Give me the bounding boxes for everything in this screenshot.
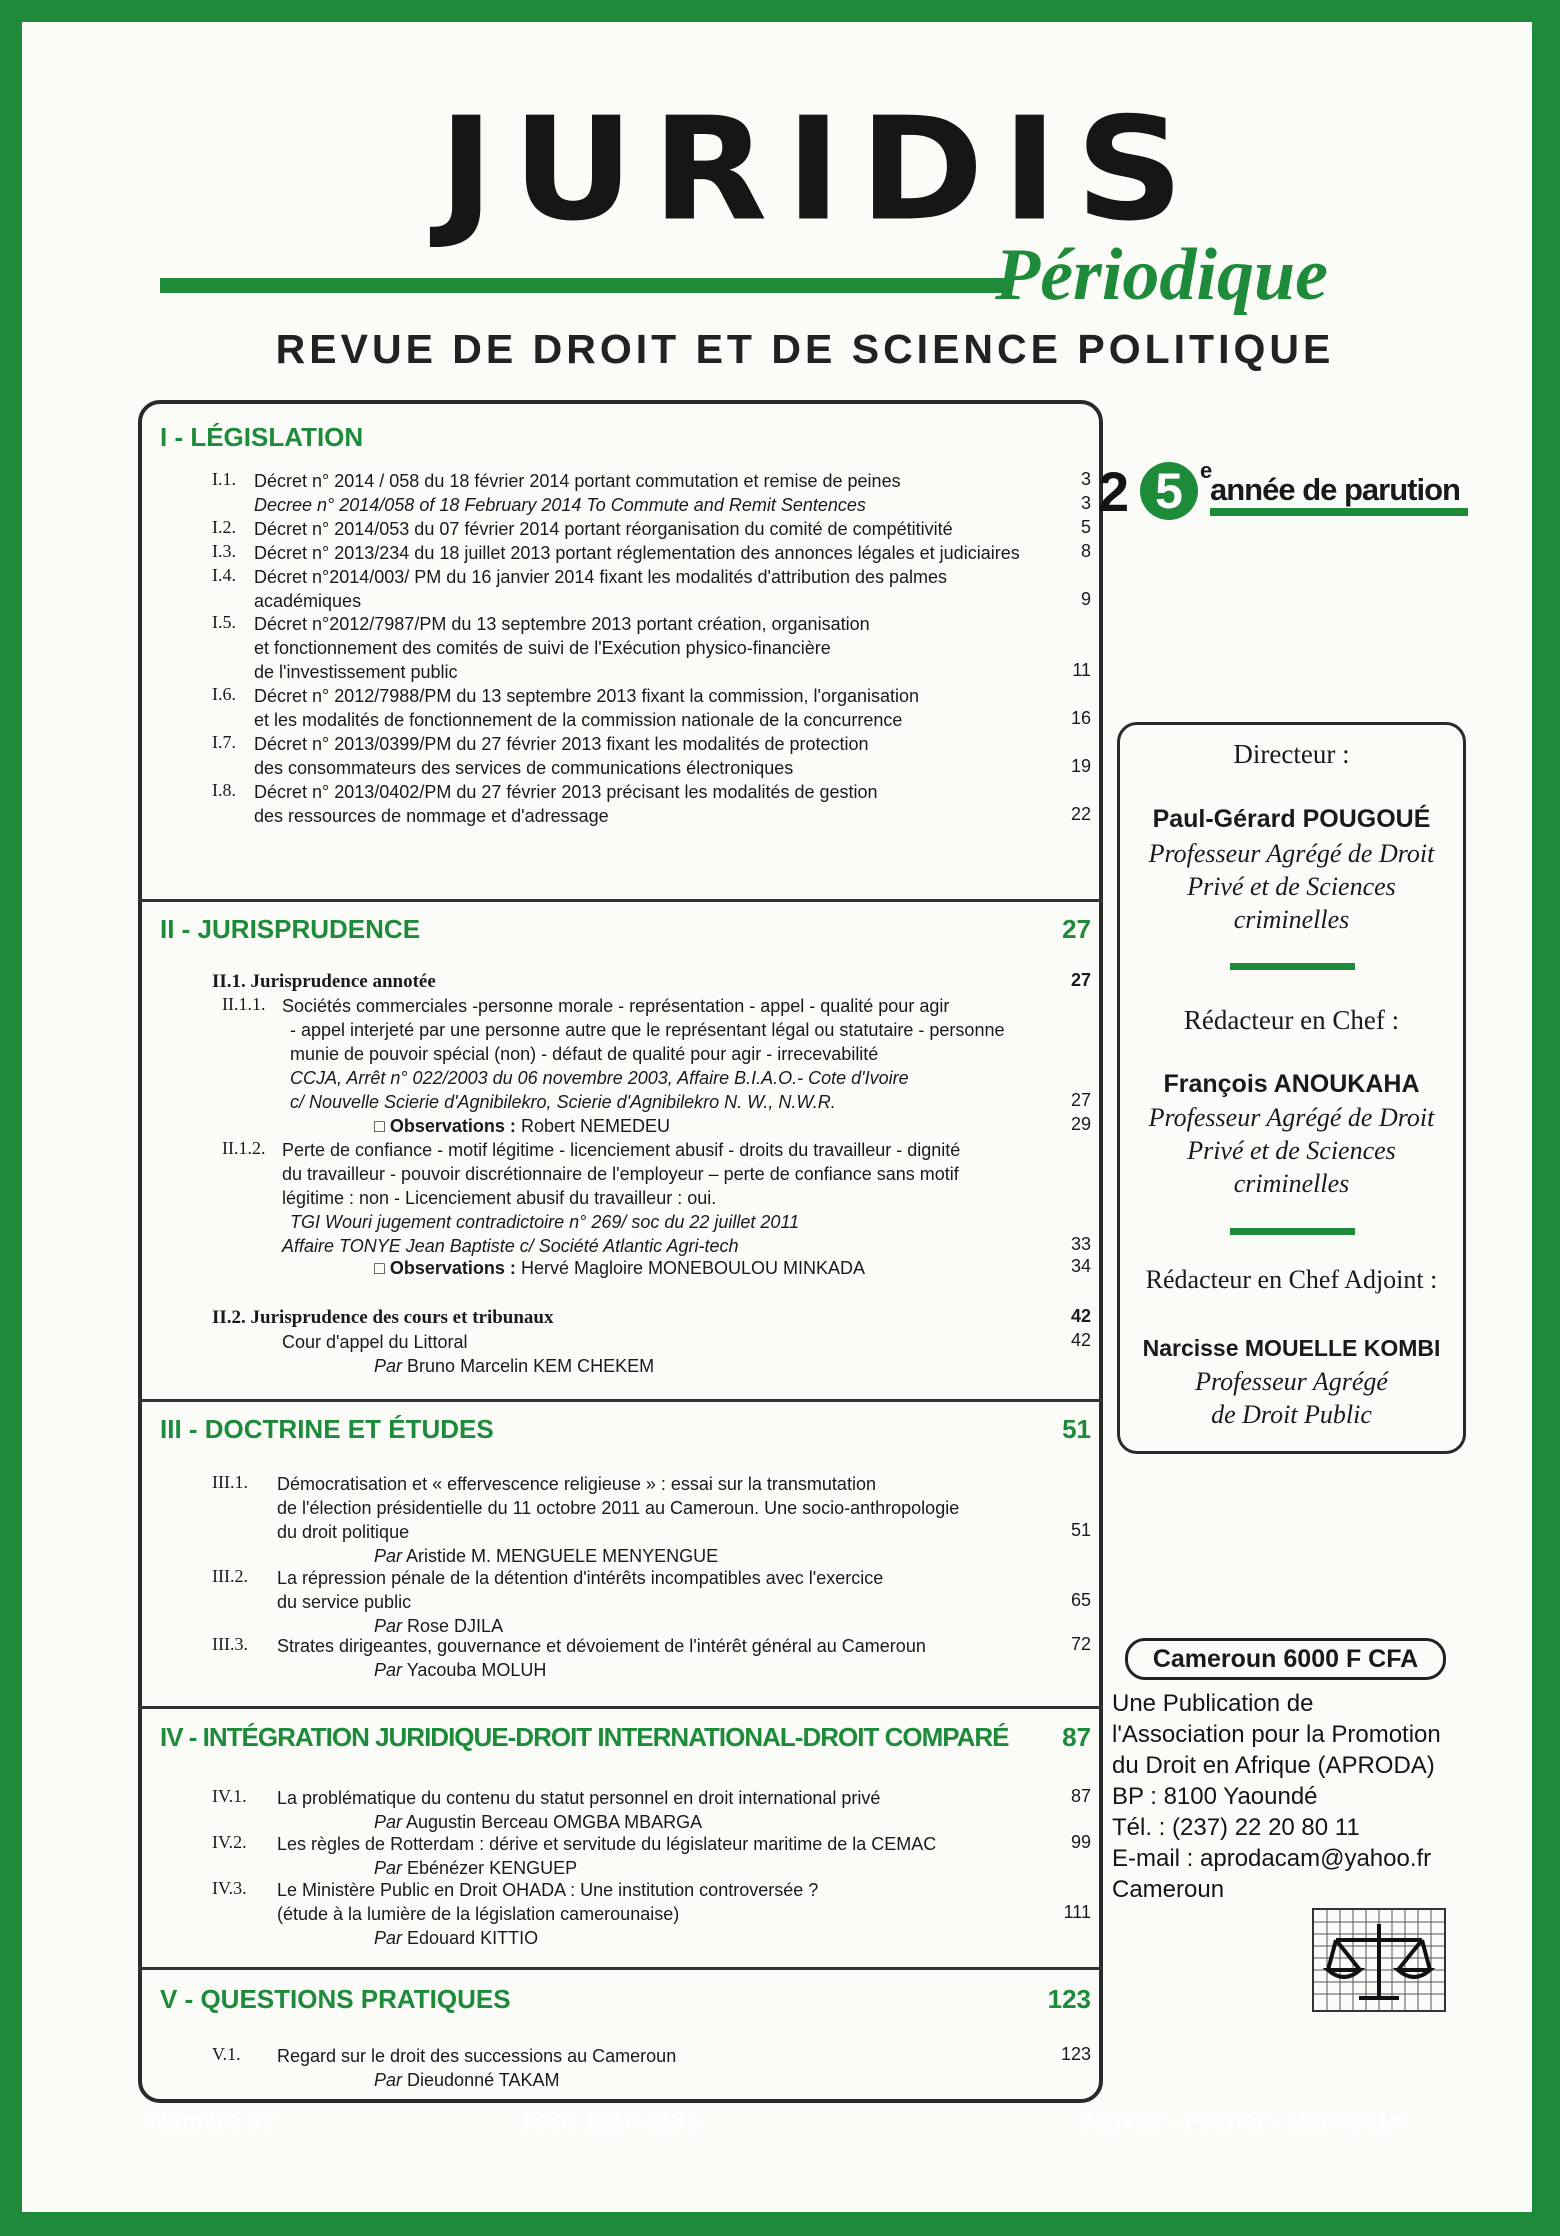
entry-line: Décret n°2012/7987/PM du 13 septembre 2013 portant création, organisation	[254, 614, 870, 634]
case-reference: Affaire TONYE Jean Baptiste c/ Société Atlantic Agri-tech	[282, 1236, 739, 1256]
section-page-integration: 87	[1062, 1722, 1091, 1752]
page-number: 5	[1080, 517, 1091, 537]
entry-line: Sociétés commerciales -personne morale - représentation - appel - qualité pour agir	[282, 996, 950, 1016]
issue-date: Janvier - Février - Mars 2014	[1080, 2108, 1403, 2135]
entry-number: I.7.	[212, 732, 236, 752]
director-label: Directeur :	[1233, 739, 1350, 769]
publisher-line: E-mail : aprodacam@yahoo.fr	[1112, 1845, 1432, 1872]
section-heading-jurisprudence: II - JURISPRUDENCE	[160, 914, 421, 944]
author-line	[374, 1658, 546, 1682]
divider	[138, 1967, 1103, 1970]
page-number: 16	[1070, 708, 1091, 728]
editorial-staff-box	[1117, 722, 1466, 1454]
author-line	[374, 1544, 718, 1568]
par-label: Par	[374, 1928, 403, 1948]
entry-number: IV.3.	[212, 1878, 247, 1898]
anniversary-text: année de parution	[1210, 472, 1460, 507]
page-number: 111	[1063, 1902, 1091, 1922]
deputy-label: Rédacteur en Chef Adjoint :	[1145, 1265, 1438, 1294]
par-label: Par	[374, 2070, 403, 2090]
section-page-doctrine: 51	[1062, 1414, 1091, 1444]
observations-label: Observations :	[389, 1258, 516, 1278]
entry-line: de l'investissement public	[254, 662, 458, 682]
entry-line: des ressources de nommage et d'adressage	[254, 806, 609, 826]
entry-number: II.1.1.	[222, 994, 266, 1014]
title-rule	[160, 278, 1010, 293]
par-label: Par	[374, 1812, 403, 1832]
par-label: Par	[374, 1546, 403, 1566]
entry-number: I.2.	[212, 517, 236, 537]
page-number: 22	[1070, 804, 1091, 824]
publisher-line: Une Publication de	[1112, 1690, 1314, 1717]
author: Ebénézer KENGUEP	[407, 1858, 578, 1878]
page-number: 42	[1070, 1306, 1091, 1326]
author: Augustin Berceau OMGBA MBARGA	[406, 1812, 703, 1832]
entry-number: I.6.	[212, 684, 236, 704]
entry-number: I.4.	[212, 565, 236, 585]
anniversary-rule	[1210, 508, 1468, 516]
anniversary-suffix: e	[1200, 458, 1213, 483]
author: Bruno Marcelin KEM CHEKEM	[407, 1356, 655, 1376]
section-heading-doctrine: III - DOCTRINE ET ÉTUDES	[160, 1414, 494, 1444]
entry-number: I.5.	[212, 612, 236, 632]
entry-line: Décret n° 2013/234 du 18 juillet 2013 portant réglementation des annonces légales et judiciaires	[254, 543, 1020, 563]
entry-number: III.1.	[212, 1472, 248, 1492]
entry-number: I.3.	[212, 541, 236, 561]
entry-line: du service public	[277, 1592, 412, 1612]
entry-line: La problématique du contenu du statut personnel en droit international privé	[277, 1788, 881, 1808]
director-title: Professeur Agrégé de Droit Privé et de Sciences criminelles	[1148, 839, 1435, 934]
author-line	[374, 1926, 538, 1950]
publisher-info	[1112, 1688, 1441, 1905]
entry-line: et fonctionnement des comités de suivi de l'Exécution physico-financière	[254, 638, 831, 658]
masthead	[160, 87, 1480, 316]
publisher-line: l'Association pour la Promotion	[1112, 1721, 1441, 1748]
table-of-contents	[138, 400, 1103, 2103]
page-number: 29	[1070, 1114, 1091, 1134]
director-name: Paul-Gérard POUGOUÉ	[1152, 805, 1431, 833]
entry-line: Cour d'appel du Littoral	[282, 1332, 468, 1352]
journal-title: JURIDIS	[438, 87, 1202, 253]
case-reference: CCJA, Arrêt n° 022/2003 du 06 novembre 2003, Affaire B.I.A.O.- Cote d'Ivoire	[290, 1068, 909, 1088]
entry-line: académiques	[254, 591, 362, 611]
page-number: 9	[1080, 589, 1091, 609]
entry-line: - appel interjeté par une personne autre que le représentant légal ou statutaire - personne	[290, 1020, 1005, 1040]
entry-line: Décret n°2014/003/ PM du 16 janvier 2014 fixant les modalités d'attribution des palmes	[254, 567, 948, 587]
divider	[138, 1399, 1103, 1402]
entry-line: légitime : non - Licenciement abusif du travailleur : oui.	[282, 1188, 717, 1208]
author: Edouard KITTIO	[407, 1928, 539, 1948]
entry-line: Décret n° 2013/0399/PM du 27 février 2013 fixant les modalités de protection	[254, 734, 869, 754]
divider	[138, 1706, 1103, 1709]
observations-line	[374, 1256, 865, 1280]
page-number: 42	[1070, 1330, 1091, 1350]
page-number: 19	[1070, 756, 1091, 776]
case-reference: c/ Nouvelle Scierie d'Agnibilekro, Scierie d'Agnibilekro N. W., N.W.R.	[290, 1092, 836, 1112]
entry-line: (étude à la lumière de la législation camerounaise)	[277, 1904, 680, 1924]
author: Aristide M. MENGUELE MENYENGUE	[406, 1546, 719, 1566]
entry-number: I.1.	[212, 469, 236, 489]
subsection-title: II.1. Jurisprudence annotée	[212, 971, 436, 992]
entry-line: du travailleur - pouvoir discrétionnaire de l'employeur – perte de confiance sans motif	[282, 1164, 959, 1184]
page-number: 11	[1072, 660, 1091, 680]
chief-label: Rédacteur en Chef :	[1183, 1005, 1400, 1035]
page-number: 51	[1070, 1520, 1091, 1540]
par-label: Par	[374, 1356, 403, 1376]
publisher-line: BP : 8100 Yaoundé	[1112, 1783, 1318, 1810]
publisher-line: du Droit en Afrique (APRODA)	[1112, 1752, 1435, 1779]
subsection-title: II.2. Jurisprudence des cours et tribunaux	[212, 1307, 554, 1328]
author: Rose DJILA	[407, 1616, 504, 1636]
observations-line	[374, 1114, 670, 1138]
publisher-line: Cameroun	[1112, 1876, 1225, 1903]
staff-rule	[1230, 1228, 1355, 1235]
anniversary-number-digit: 5	[1140, 462, 1198, 520]
page-number: 3	[1080, 469, 1091, 489]
entry-line: de l'élection présidentielle du 11 octobre 2011 au Cameroun. Une socio-anthropologie	[277, 1498, 960, 1518]
page-number: 34	[1070, 1256, 1091, 1276]
author: Dieudonné TAKAM	[407, 2070, 560, 2090]
observations-label: Observations :	[389, 1116, 516, 1136]
par-label: Par	[374, 1616, 403, 1636]
entry-line: Les règles de Rotterdam : dérive et servitude du législateur maritime de la CEMAC	[277, 1834, 937, 1854]
tagline: REVUE DE DROIT ET DE SCIENCE POLITIQUE	[275, 326, 1335, 372]
page-number: 27	[1070, 1090, 1091, 1110]
par-label: Par	[374, 1858, 403, 1878]
staff-rule	[1230, 963, 1355, 970]
chief-title: Professeur Agrégé de Droit Privé et de Sciences criminelles	[1148, 1103, 1435, 1198]
entry-number: II.1.2.	[222, 1138, 266, 1158]
entry-line: et les modalités de fonctionnement de la commission nationale de la concurrence	[254, 710, 903, 730]
entry-line: munie de pouvoir spécial (non) - défaut de qualité pour agir - irrecevabilité	[290, 1044, 879, 1064]
par-label: Par	[374, 1660, 403, 1680]
scales-of-justice-logo	[1312, 1908, 1446, 2012]
author-line	[374, 1810, 702, 1834]
page-number: 8	[1080, 541, 1091, 561]
entry-line: des consommateurs des services de communications électroniques	[254, 758, 794, 778]
anniversary-badge	[1098, 458, 1468, 532]
entry-number: I.8.	[212, 780, 236, 800]
page-number: 33	[1070, 1234, 1091, 1254]
checkbox-icon: □	[374, 1116, 385, 1136]
observations-author: Robert NEMEDEU	[520, 1116, 670, 1136]
page-number: 123	[1060, 2044, 1091, 2064]
page-number: 99	[1070, 1832, 1091, 1852]
footer-bar	[0, 2104, 1560, 2150]
observations-author: Hervé Magloire MONEBOULOU MINKADA	[520, 1258, 866, 1278]
entry-number: III.3.	[212, 1634, 248, 1654]
entry-line: Decree n° 2014/058 of 18 February 2014 To Commute and Remit Sentences	[254, 495, 866, 515]
checkbox-icon: □	[374, 1258, 385, 1278]
author-line	[374, 1354, 654, 1378]
page-number: 87	[1070, 1786, 1091, 1806]
case-reference: TGI Wouri jugement contradictoire n° 269/ soc du 22 juillet 2011	[290, 1212, 800, 1232]
issue-number: Numéro 97	[150, 2108, 275, 2135]
entry-line: Décret n° 2014 / 058 du 18 février 2014 portant commutation et remise de peines	[254, 471, 901, 491]
entry-line: Strates dirigeantes, gouvernance et dévoiement de l'intérêt général au Cameroun	[277, 1636, 926, 1656]
entry-number: V.1.	[212, 2044, 241, 2064]
issn: ISSN 1016-3131	[522, 2108, 700, 2135]
entry-line: Le Ministère Public en Droit OHADA : Une institution controversée ?	[277, 1880, 819, 1900]
anniversary-number-prefix: 2	[1098, 460, 1130, 523]
section-page-pratiques: 123	[1047, 1984, 1091, 2014]
chief-name: François ANOUKAHA	[1163, 1070, 1420, 1098]
entry-line: Décret n° 2012/7988/PM du 13 septembre 2013 fixant la commission, l'organisation	[254, 686, 920, 706]
journal-subtitle: Périodique	[995, 234, 1328, 316]
section-heading-pratiques: V - QUESTIONS PRATIQUES	[160, 1984, 511, 2014]
page-number: 27	[1070, 970, 1091, 990]
entry-line: Décret n° 2013/0402/PM du 27 février 2013 précisant les modalités de gestion	[254, 782, 878, 802]
entry-number: IV.1.	[212, 1786, 247, 1806]
author: Yacouba MOLUH	[406, 1660, 547, 1680]
entry-number: III.2.	[212, 1566, 248, 1586]
page-number: 72	[1070, 1634, 1091, 1654]
entry-line: Décret n° 2014/053 du 07 février 2014 portant réorganisation du comité de compétitivité	[254, 519, 953, 539]
section-heading-integration: IV - INTÉGRATION JURIDIQUE-DROIT INTERNATIONAL-DROIT COMPARÉ	[160, 1722, 1009, 1752]
entry-line: Démocratisation et « effervescence religieuse » : essai sur la transmutation	[277, 1474, 876, 1494]
deputy-name: Narcisse MOUELLE KOMBI	[1142, 1335, 1441, 1361]
page-number: 65	[1070, 1590, 1091, 1610]
author-line	[374, 2068, 559, 2092]
divider	[138, 899, 1103, 902]
page-number: 3	[1080, 493, 1091, 513]
entry-line: du droit politique	[277, 1522, 410, 1542]
author-line	[374, 1856, 577, 1880]
publisher-line: Tél. : (237) 22 20 80 11	[1112, 1814, 1360, 1841]
deputy-title: Professeur Agrégé de Droit Public	[1195, 1367, 1388, 1429]
section-heading-legislation: I - LÉGISLATION	[160, 422, 364, 452]
price-badge: Cameroun 6000 F CFA	[1125, 1638, 1446, 1680]
entry-line: Regard sur le droit des successions au Cameroun	[277, 2046, 677, 2066]
entry-line: La répression pénale de la détention d'intérêts incompatibles avec l'exercice	[277, 1568, 884, 1588]
section-page-jurisprudence: 27	[1062, 914, 1091, 944]
entry-number: IV.2.	[212, 1832, 247, 1852]
entry-line: Perte de confiance - motif légitime - licenciement abusif - droits du travailleur - dignité	[282, 1140, 961, 1160]
